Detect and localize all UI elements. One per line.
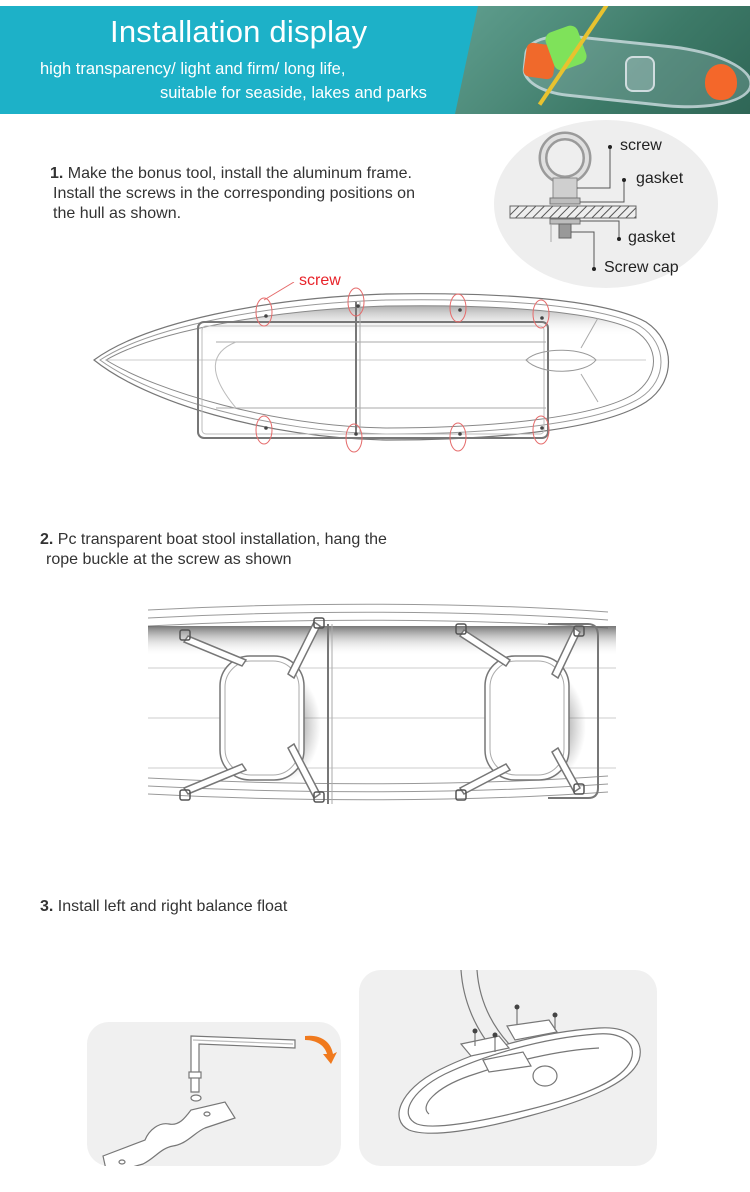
header-banner bbox=[0, 6, 750, 114]
banner-subtitle-line2: suitable for seaside, lakes and parks bbox=[160, 84, 427, 102]
step-1-line-3: the hull as shown. bbox=[53, 205, 182, 222]
kayak-photo bbox=[455, 6, 750, 114]
hull-top-view-diagram bbox=[86, 282, 676, 462]
step-1-line-1: Make the bonus tool, install the aluminum frame. bbox=[67, 165, 412, 182]
step-2-line-1: Pc transparent boat stool installation, hang the bbox=[57, 531, 387, 548]
banner-subtitle-line1: high transparency/ light and firm/ long life, bbox=[40, 60, 346, 78]
step-2-number: 2. bbox=[40, 531, 54, 548]
step-3-text bbox=[40, 897, 287, 917]
step-2-line-2: rope buckle at the screw as shown bbox=[46, 551, 292, 568]
screw-callout-label: screw bbox=[299, 272, 341, 289]
label-screw: screw bbox=[620, 137, 662, 154]
step-1-line-2: Install the screws in the corresponding positions on bbox=[53, 185, 415, 202]
balance-float-diagram bbox=[359, 970, 657, 1166]
orange-float-right bbox=[705, 64, 737, 100]
label-screw-cap: Screw cap bbox=[604, 259, 679, 276]
step-3-number: 3. bbox=[40, 898, 54, 915]
label-gasket-top: gasket bbox=[636, 170, 684, 187]
transparent-seat bbox=[625, 56, 655, 92]
step-3-line-1: Install left and right balance float bbox=[57, 898, 288, 915]
step-1-text bbox=[50, 164, 415, 224]
label-gasket-bottom: gasket bbox=[628, 229, 676, 246]
page-title: Installation display bbox=[110, 14, 368, 49]
step-1-number: 1. bbox=[50, 165, 64, 182]
seat-installation-diagram bbox=[148, 598, 616, 808]
bracket-hex-key-diagram bbox=[87, 1022, 341, 1166]
step-2-text bbox=[40, 530, 387, 570]
